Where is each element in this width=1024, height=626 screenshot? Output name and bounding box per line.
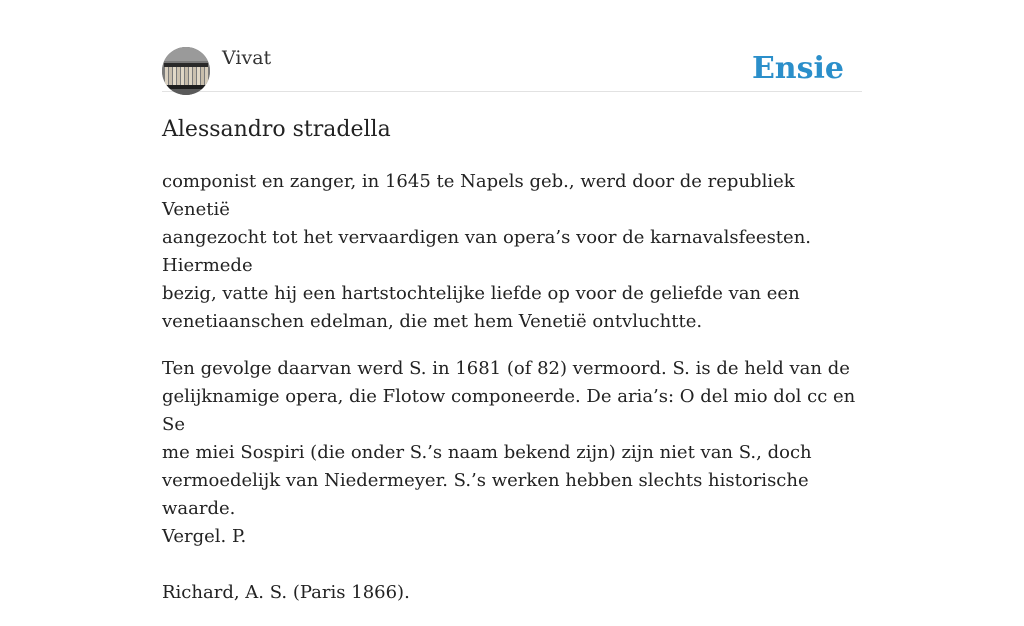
author-avatar[interactable]	[162, 47, 210, 95]
ensie-logo[interactable]: Ensie	[751, 51, 844, 86]
author-name[interactable]: Vivat	[222, 47, 272, 69]
article-paragraph-2: Ten gevolge daarvan werd S. in 1681 (of 82) vermoord. S. is de held van de gelijknamige opera, die Flotow componeerde. De aria’s: O del mio dol cc en Se me miei Sospiri (die onder S.’s naam bekend zijn) zijn niet van S., doch vermoedelijk van Niedermeyer. S.’s werken hebben slechts historische waarde. Vergel. P.	[162, 358, 856, 547]
typewriter-keys-image	[162, 47, 210, 95]
article-header	[162, 0, 862, 92]
article-reference: Richard, A. S. (Paris 1866).	[162, 582, 410, 603]
article-paragraph-1: componist en zanger, in 1645 te Napels geb., werd door de republiek Venetië aangezocht tot het vervaardigen van opera’s voor de karnavalsfeesten. Hiermede bezig, vatte hij een hartstochtelijke liefde op voor de geliefde van een venetiaanschen edelman, die met hem Venetië ontvluchtte.	[162, 171, 812, 332]
article-card	[162, 0, 862, 603]
article-body	[162, 168, 862, 626]
article-title: Alessandro stradella	[162, 117, 391, 142]
